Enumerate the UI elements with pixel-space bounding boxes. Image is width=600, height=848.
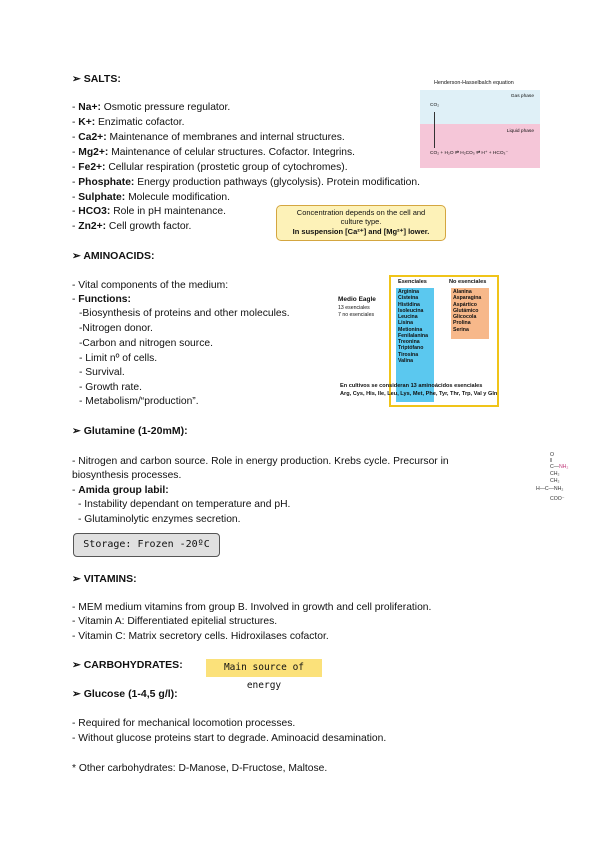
list-item: -Nitrogen donor. bbox=[79, 323, 153, 334]
list-item: - Vitamin C: Matrix secretory cells. Hidroxilases cofactor. bbox=[72, 631, 329, 642]
aminoacid-item: Serina bbox=[453, 326, 469, 333]
functions-label: - Functions: bbox=[72, 294, 131, 305]
aminoacid-item: Cisteina bbox=[398, 295, 419, 302]
list-item: - Phosphate: Energy production pathways (glycolysis). Protein modification. bbox=[72, 177, 420, 188]
note-line-1: Concentration depends on the cell and bbox=[296, 208, 426, 217]
nonessential-header: No esenciales bbox=[449, 279, 487, 285]
list-item: - Sulphate: Molecule modification. bbox=[72, 192, 230, 203]
list-item: - Instability dependant on temperature and pH. bbox=[78, 499, 291, 510]
liquid-phase-label: Liquid phase bbox=[506, 129, 534, 134]
aminoacid-caption-list: Arg, Cys, His, Ile, Leu, Lys, Met, Phe, Tyr, Thr, Trp, Val y Gln bbox=[340, 391, 498, 397]
glutamine-desc-2: biosynthesis processes. bbox=[72, 470, 182, 481]
aminoacid-item: Asparagina bbox=[453, 295, 482, 302]
glutamine-desc-1: - Nitrogen and carbon source. Role in energy production. Krebs cycle. Precursor in bbox=[72, 456, 449, 467]
aminoacid-item: Treonina bbox=[398, 339, 420, 345]
aminoacid-item: Glicocola bbox=[453, 314, 477, 320]
figure-title: Henderson-Hasselbalch equation bbox=[434, 80, 514, 86]
list-item: - Metabolism/“production”. bbox=[79, 396, 199, 407]
aminoacid-item: Alanina bbox=[453, 289, 472, 295]
henderson-figure bbox=[420, 80, 540, 168]
aminoacid-item: Valina bbox=[398, 357, 413, 364]
alpha-carbon: H—C—NH₂ bbox=[536, 486, 564, 492]
aminoacids-heading: ➢ AMINOACIDS: bbox=[72, 250, 155, 262]
essential-header: Esenciales bbox=[398, 279, 427, 285]
list-item: - K+: Enzimatic cofactor. bbox=[72, 117, 185, 128]
equation: CO₂ + H₂O ⇌ H₂CO₃ ⇌ H⁺ + HCO₃⁻ bbox=[430, 151, 509, 156]
aminoacid-item: Arginina bbox=[398, 289, 420, 295]
aminoacid-item: Fenilalanina bbox=[398, 332, 428, 339]
aminoacid-item: Tirosina bbox=[398, 351, 419, 358]
essential-list bbox=[398, 289, 428, 364]
aminoacid-item: Prolina bbox=[453, 320, 471, 327]
aminoacid-caption: En cultivos se consideran 13 aminoácidos esenciales bbox=[340, 383, 483, 389]
list-item: - Ca2+: Maintenance of membranes and internal structures. bbox=[72, 132, 345, 143]
list-item: - Required for mechanical locomotion processes. bbox=[72, 718, 296, 729]
list-item: - Without glucose proteins start to degrade. Aminoacid desamination. bbox=[72, 733, 387, 744]
list-item: - Growth rate. bbox=[79, 382, 142, 393]
amida-label: - Amida group labil: bbox=[72, 485, 169, 496]
co2-label: CO₂ bbox=[430, 103, 440, 108]
list-item: - Limit nº of cells. bbox=[79, 353, 158, 364]
aminoacid-item: Glutámico bbox=[453, 307, 479, 314]
list-item: - Zn2+: Cell growth factor. bbox=[72, 221, 192, 232]
carbohydrates-heading: ➢ CARBOHYDRATES: bbox=[72, 659, 183, 671]
list-item: - Vitamin A: Differentiated epitelial structures. bbox=[72, 616, 278, 627]
list-item: - Na+: Osmotic pressure regulator. bbox=[72, 102, 231, 113]
medium-nonessential-count: 7 no esenciales bbox=[338, 312, 375, 318]
aminoacid-item: Leucina bbox=[398, 314, 418, 320]
aminoacid-item: Histidina bbox=[398, 301, 420, 308]
other-carbohydrates: * Other carbohydrates: D-Manose, D-Fructose, Maltose. bbox=[72, 763, 328, 774]
energy-badge: Main source of energy bbox=[206, 659, 322, 677]
list-item: - MEM medium vitamins from group B. Involved in growth and cell proliferation. bbox=[72, 602, 432, 613]
aminoacid-item: Metionina bbox=[398, 326, 423, 333]
storage-badge: Storage: Frozen -20ºC bbox=[73, 533, 220, 557]
diffusion-arrow bbox=[434, 112, 435, 148]
nonessential-list bbox=[453, 289, 481, 333]
list-item: - Fe2+: Cellular respiration (prostetic group of cytochromes). bbox=[72, 162, 348, 173]
glutamine-structure: O ‖ C—NH₂ CH₂ CH₂ H—C—NH₂ COO⁻ bbox=[536, 452, 569, 502]
list-item: - Mg2+: Maintenance of celular structures. Cofactor. Integrins. bbox=[72, 147, 356, 158]
note-line-3: In suspension [Ca²⁺] and [Mg²⁺] lower. bbox=[292, 227, 430, 236]
glucose-heading: ➢ Glucose (1-4,5 g/l): bbox=[72, 688, 178, 700]
note-line-2: culture type. bbox=[340, 217, 382, 226]
list-item: - Survival. bbox=[79, 367, 125, 378]
ch2-a: CH₂ bbox=[550, 471, 560, 477]
salts-heading: ➢ SALTS: bbox=[72, 73, 121, 85]
aminoacid-item: Lisina bbox=[398, 320, 413, 327]
list-item: -Biosynthesis of proteins and other molecules. bbox=[79, 308, 290, 319]
list-item: - HCO3: Role in pH maintenance. bbox=[72, 206, 226, 217]
aminoacid-item: Aspártico bbox=[453, 301, 477, 308]
aminoacid-item: Triptófano bbox=[398, 345, 424, 352]
aminoacids-intro: - Vital components of the medium: bbox=[72, 280, 229, 291]
ch2-b: CH₂ bbox=[550, 478, 560, 484]
medium-title: Medio Eagle bbox=[338, 296, 376, 303]
amide-group: NH₂ bbox=[558, 464, 569, 470]
vitamins-heading: ➢ VITAMINS: bbox=[72, 573, 137, 585]
list-item: - Glutaminolytic enzymes secretion. bbox=[78, 514, 241, 525]
list-item: -Carbon and nitrogen source. bbox=[79, 338, 213, 349]
gas-phase-label: Gas phase bbox=[510, 94, 534, 99]
aminoacid-item: Isoleucina bbox=[398, 307, 424, 314]
carboxyl: COO⁻ bbox=[550, 496, 565, 502]
medium-essential-count: 13 esenciales bbox=[338, 305, 370, 311]
glutamine-heading: ➢ Glutamine (1-20mM): bbox=[72, 425, 188, 437]
